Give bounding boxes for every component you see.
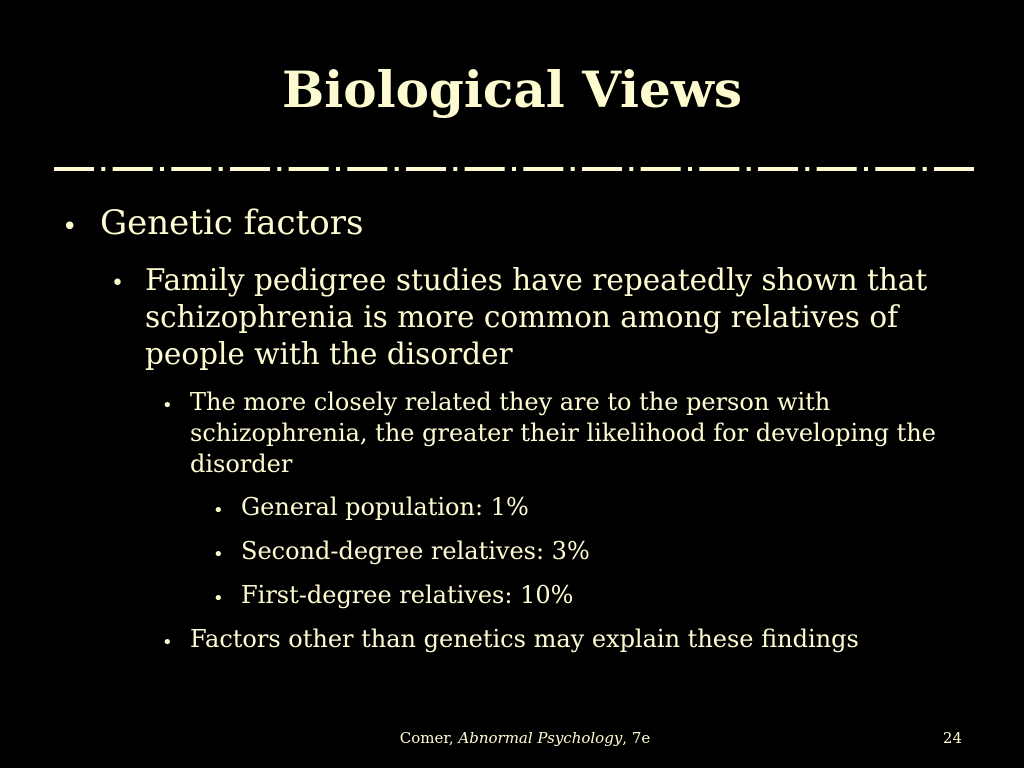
bullet-icon: • [162, 395, 173, 416]
bullet-text: The more closely related they are to the person with schizophrenia, the greater their likelihood for developing the disorder [190, 388, 936, 478]
slide-title: Biological Views [281, 60, 743, 119]
bullet-text: General population: 1% [241, 493, 529, 521]
bullet-general-population [213, 492, 913, 523]
footer-book-title: Abnormal Psychology [458, 729, 623, 747]
bullet-text: Factors other than genetics may explain these findings [190, 625, 859, 653]
bullet-other-factors [162, 624, 952, 655]
footer-edition: , 7e [622, 729, 651, 747]
bullet-text: First-degree relatives: 10% [241, 581, 574, 609]
bullet-family-pedigree [111, 262, 961, 373]
bullet-icon: • [213, 500, 224, 521]
footer-source [0, 729, 1024, 747]
bullet-genetic-factors [62, 201, 363, 245]
page-number: 24 [942, 729, 962, 747]
footer-author: Comer, [399, 729, 459, 747]
bullet-text: Family pedigree studies have repeatedly shown that schizophrenia is more common among relatives of people with the disorder [145, 263, 928, 371]
bullet-icon: • [213, 544, 224, 565]
bullet-text: Genetic factors [100, 203, 364, 243]
bullet-text: Second-degree relatives: 3% [241, 537, 590, 565]
bullet-icon: • [111, 271, 124, 296]
bullet-first-degree [213, 580, 913, 611]
bullet-closely-related [162, 387, 952, 480]
bullet-icon: • [162, 632, 173, 653]
bullet-icon: • [62, 212, 78, 242]
bullet-second-degree [213, 536, 913, 567]
bullet-icon: • [213, 588, 224, 609]
